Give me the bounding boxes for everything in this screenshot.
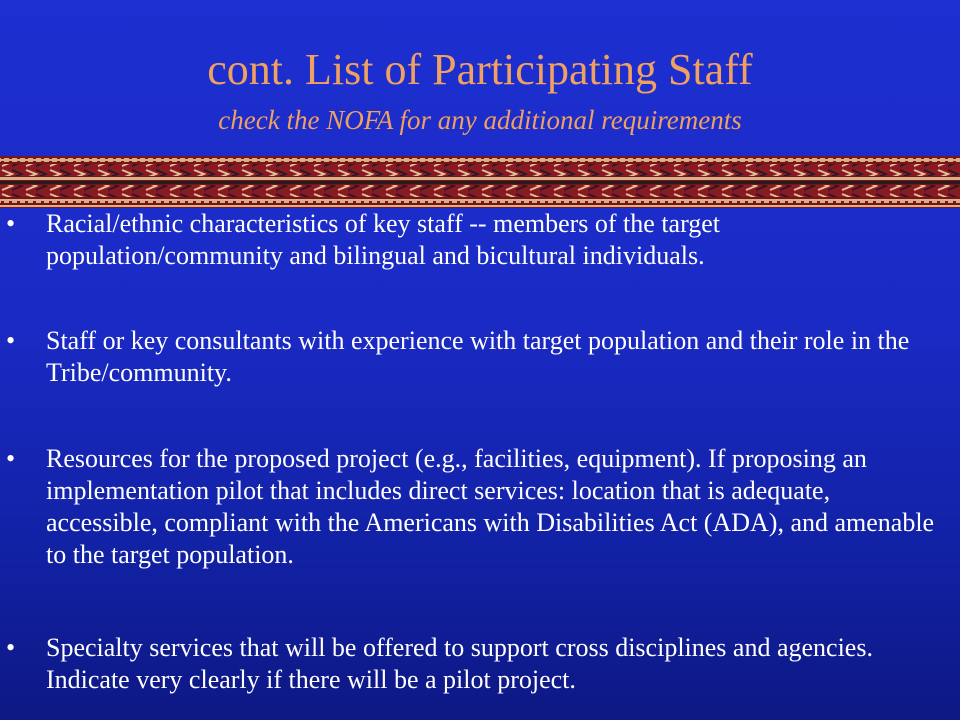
decorative-border (0, 156, 960, 208)
bullet-marker: • (6, 633, 16, 662)
bullet-marker: • (6, 209, 16, 238)
bullet-marker: • (6, 444, 16, 473)
slide-title: cont. List of Participating Staff (207, 45, 753, 94)
bullet-text: Specialty services that will be offered to support cross disciplines and agencies. Indicate very clearly if there will be a pilot project. (46, 633, 873, 694)
bullet-text: Resources for the proposed project (e.g., facilities, equipment). If proposing an implementation pilot that includes direct services: location that is adequate, accessible, compliant with the Americans with Disabilities Act (ADA), and amenable to the target population. (46, 444, 935, 569)
bullet-marker: • (6, 326, 16, 355)
slide-subtitle: check the NOFA for any additional requirements (218, 105, 742, 135)
bullet-text: Racial/ethnic characteristics of key staff -- members of the target population/community and bilingual and bicultural individuals. (46, 209, 721, 270)
bullet-text: Staff or key consultants with experience with target population and their role in the Tribe/community. (46, 326, 910, 387)
woven-pattern-icon (0, 156, 960, 208)
